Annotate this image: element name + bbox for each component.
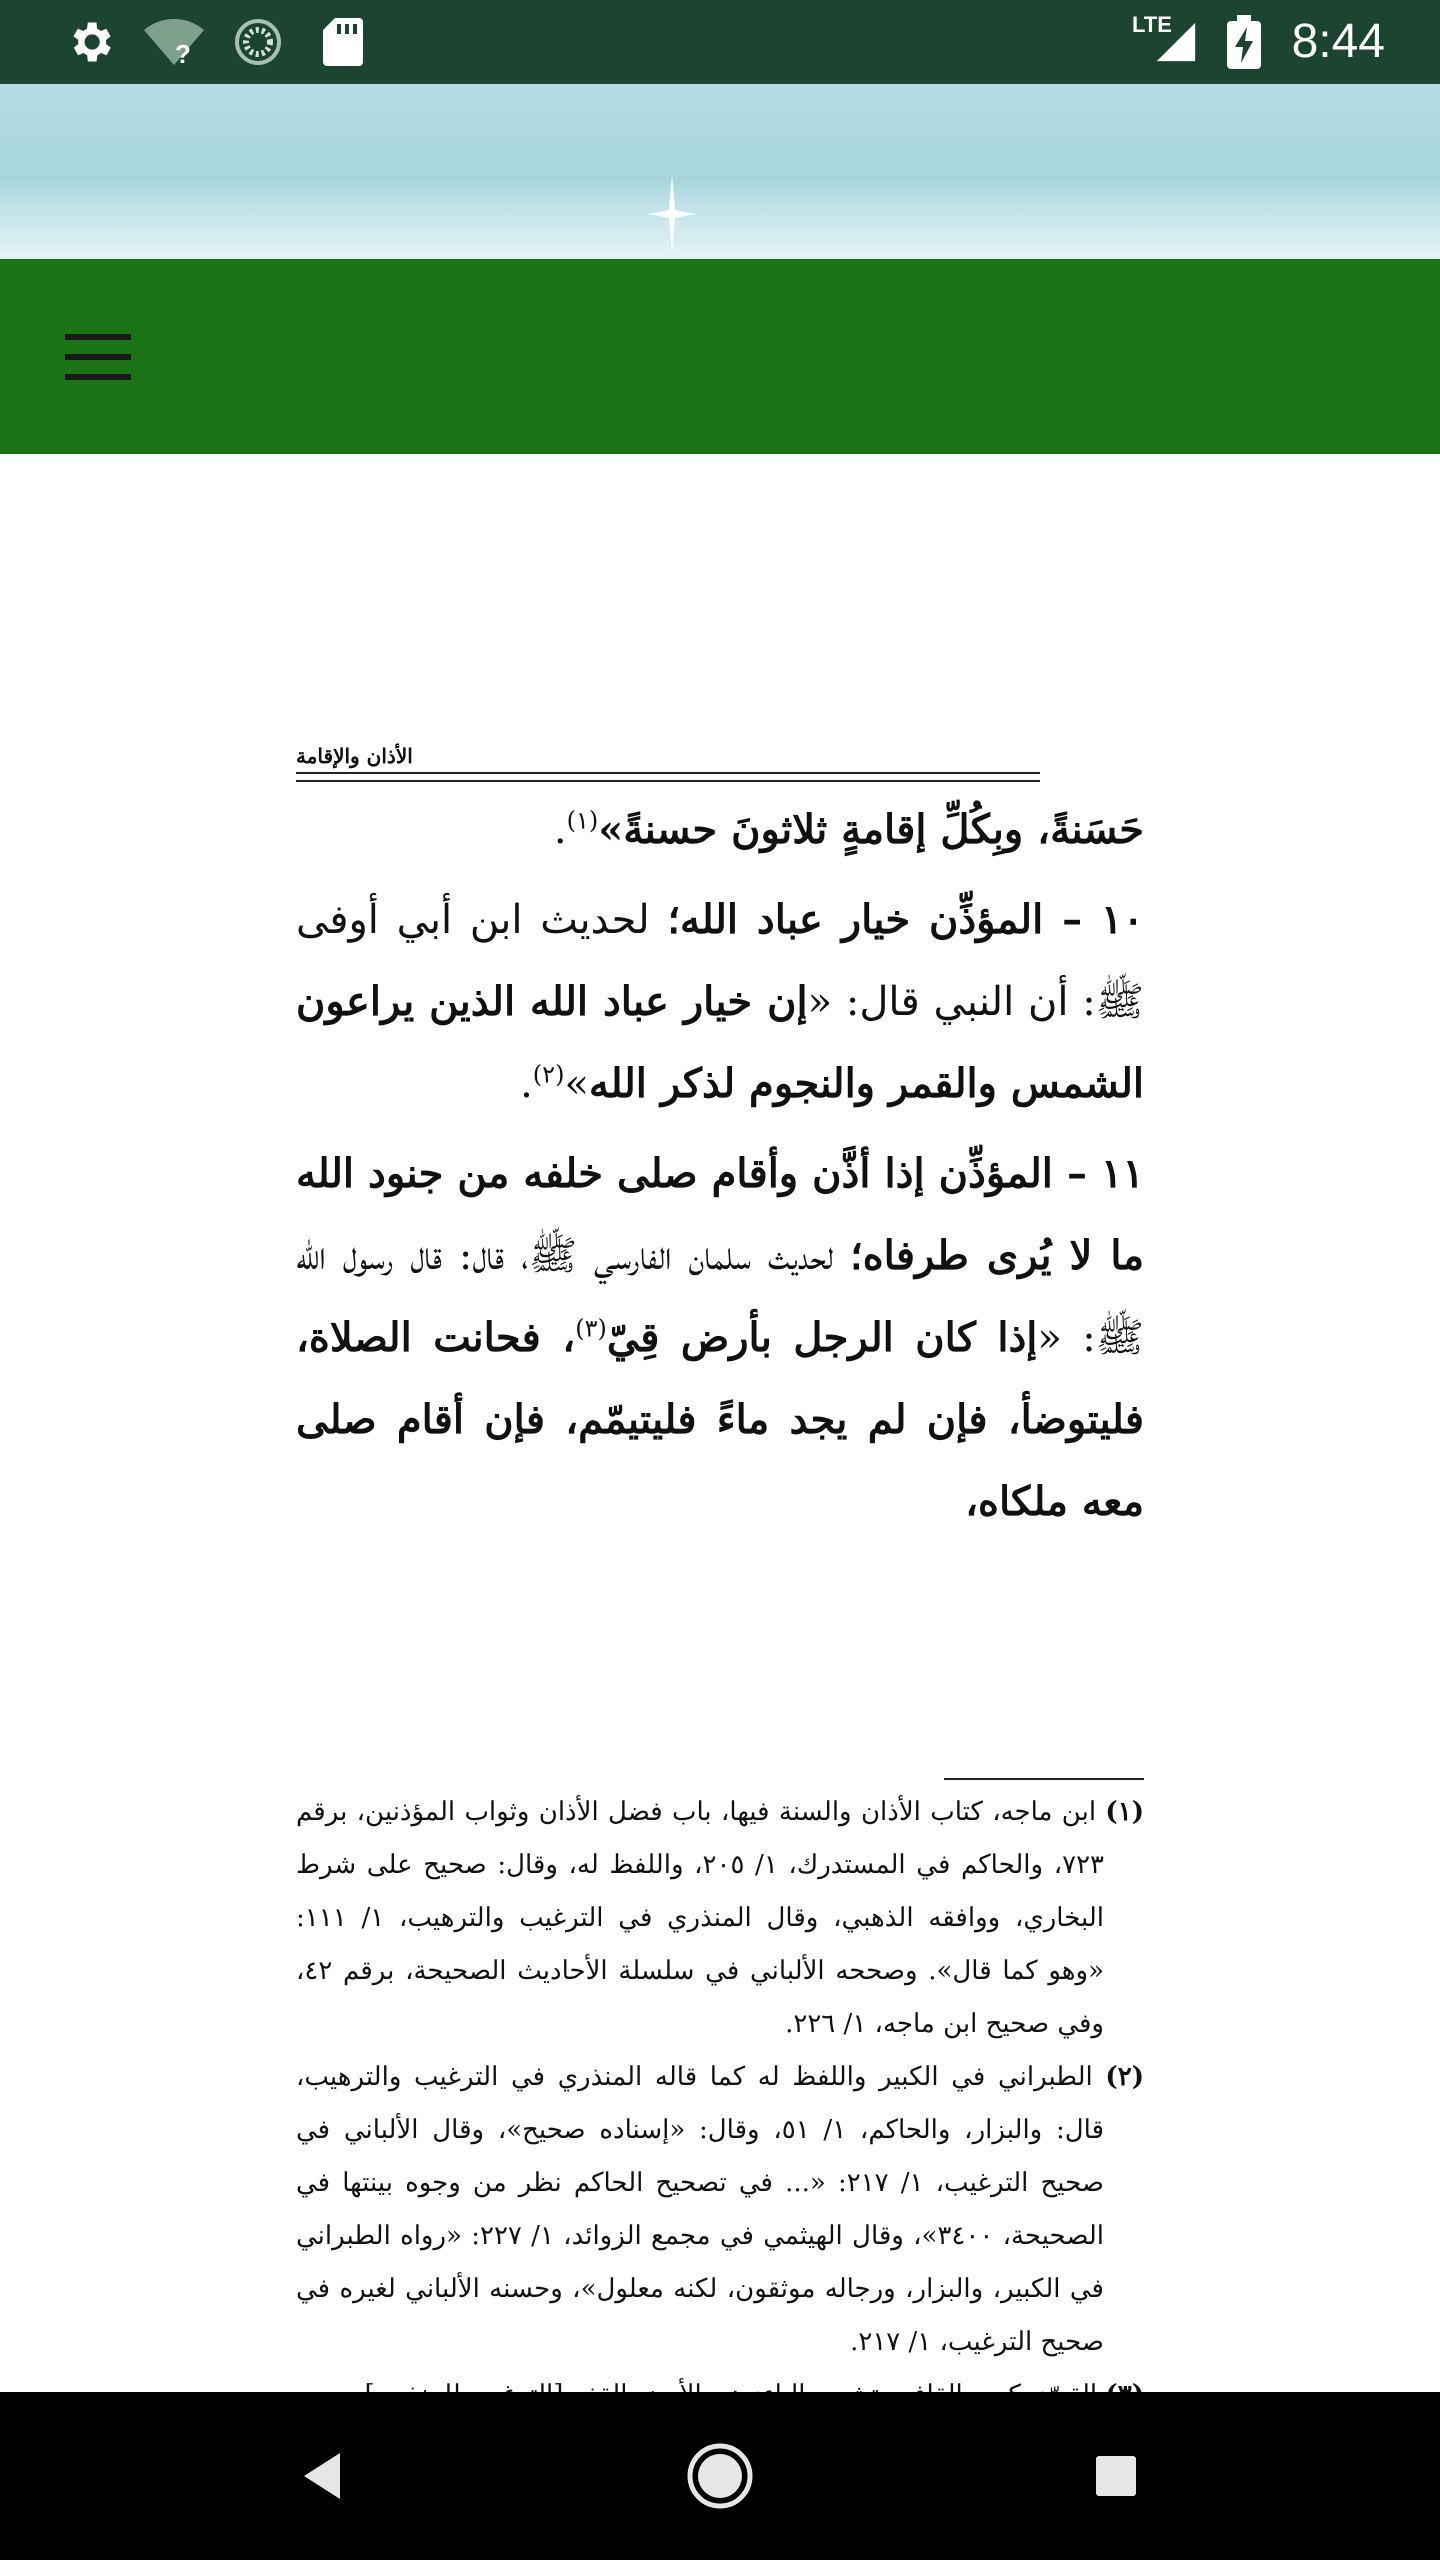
header-rule [296, 772, 1040, 782]
paragraph-text: لحديث سلمان الفارسي ﷺ، قال: قال رسول الله ﷺ: « [296, 1233, 1144, 1361]
header-banner [0, 84, 1440, 259]
punctuation: . [553, 807, 567, 853]
footnote-item [296, 2051, 1144, 2369]
back-button[interactable] [282, 2436, 362, 2516]
battery-charging-icon [1222, 14, 1266, 70]
status-bar [0, 0, 1440, 84]
sd-card-icon [318, 14, 368, 70]
paragraph-continuation [296, 789, 1144, 871]
footnote-number: (٢) [1105, 2062, 1145, 2092]
wifi-unknown-icon [142, 14, 206, 70]
recents-button[interactable] [1076, 2436, 1156, 2516]
settings-icon [62, 14, 118, 70]
star-sparkle-icon [648, 174, 696, 254]
footnote-text: الطبراني في الكبير واللفظ له كما قاله المنذري في الترغيب والترهيب، قال: والبزار، والحاكم، ١/ ٥١، وقال: «إسناده صحيح»، وقال الألباني في صحيح الترغيب، ١/ ٢١٧: «... في تصحيح الحاكم نظر من وجوه بينتها في الصحيحة، ٣٤٠٠»، وقال الهيثمي في مجمع الزوائد، ١/ ٢٢٧: «رواه الطبراني في الكبير، والبزار، ورجاله موثقون، لكنه معلول»، وحسنه الألباني لغيره في صحيح الترغيب، ١/ ٢١٧. [296, 2062, 1105, 2357]
footnote-number: (١) [1105, 1797, 1145, 1827]
quote-text: إذا كان الرجل بأرض قِيّ [606, 1314, 1038, 1361]
punctuation: . [520, 1061, 533, 1107]
paragraph-11 [296, 1133, 1144, 1543]
back-icon [300, 2451, 344, 2501]
footnote-ref-1[interactable]: (١) [566, 806, 599, 835]
book-page-viewer[interactable] [0, 454, 1440, 2392]
quote-text: إن خيار عباد الله الذين يراعون الشمس والقمر والنجوم لذكر الله [296, 978, 1144, 1107]
clock: 8:44 [1291, 15, 1385, 68]
main-text [296, 789, 1144, 1543]
network-type-label: LTE [1132, 12, 1172, 37]
paragraph-text: لحديث ابن أبي أوفى ﷺ: أن النبي قال: « [296, 897, 1145, 1025]
app-bar [0, 259, 1440, 454]
signal-icon [1148, 14, 1204, 70]
footnote-ref-2[interactable]: (٢) [532, 1060, 565, 1089]
running-head: الأذان والإقامة [296, 744, 413, 768]
footnote-ref-3[interactable]: (٣) [575, 1314, 607, 1343]
footnote-item [296, 1786, 1144, 2051]
footnote-rule [944, 1778, 1144, 1780]
home-icon [685, 2441, 755, 2511]
recents-icon [1094, 2454, 1138, 2498]
menu-button[interactable] [50, 319, 146, 395]
paragraph-10 [296, 879, 1144, 1125]
book-page [296, 744, 1145, 2357]
footnote-text: ابن ماجه، كتاب الأذان والسنة فيها، باب فضل الأذان وثواب المؤذنين، برقم ٧٢٣، والحاكم في المستدرك، ١/ ٢٠٥، واللفظ له، وقال: صحيح على شرط البخاري، ووافقه الذهبي، وقال المنذري في الترغيب والترهيب، ١/ ١١١: «وهو كما قال». وصححه الألباني في سلسلة الأحاديث الصحيحة، برقم ٤٢، وفي صحيح ابن ماجه، ١/ ٢٢٦. [296, 1797, 1105, 2039]
punctuation: » [564, 1061, 589, 1107]
hamburger-menu-icon [65, 332, 131, 382]
banner-haze [0, 179, 1440, 259]
home-button[interactable] [680, 2436, 760, 2516]
footnotes [296, 1786, 1144, 2422]
quote-text: حَسَنةً، وبِكُلِّ إقامةٍ ثلاثونَ حسنةً» [598, 806, 1144, 853]
section-heading: ١١ – المؤذِّن إذا أذَّن وأقام صلى خلفه من جنود الله ما لا يُرى طرفاه؛ [296, 1150, 1145, 1279]
section-heading: ١٠ – المؤذِّن خيار عباد الله؛ [667, 896, 1144, 943]
system-nav-bar [0, 2392, 1440, 2560]
sync-icon [230, 14, 286, 70]
quote-text: ، فحانت الصلاة، فليتوضأ، فإن لم يجد ماءً فليتيمّم، فإن أقام صلى معه ملكاه، [296, 1314, 1144, 1525]
svg-text:?: ? [175, 39, 191, 67]
